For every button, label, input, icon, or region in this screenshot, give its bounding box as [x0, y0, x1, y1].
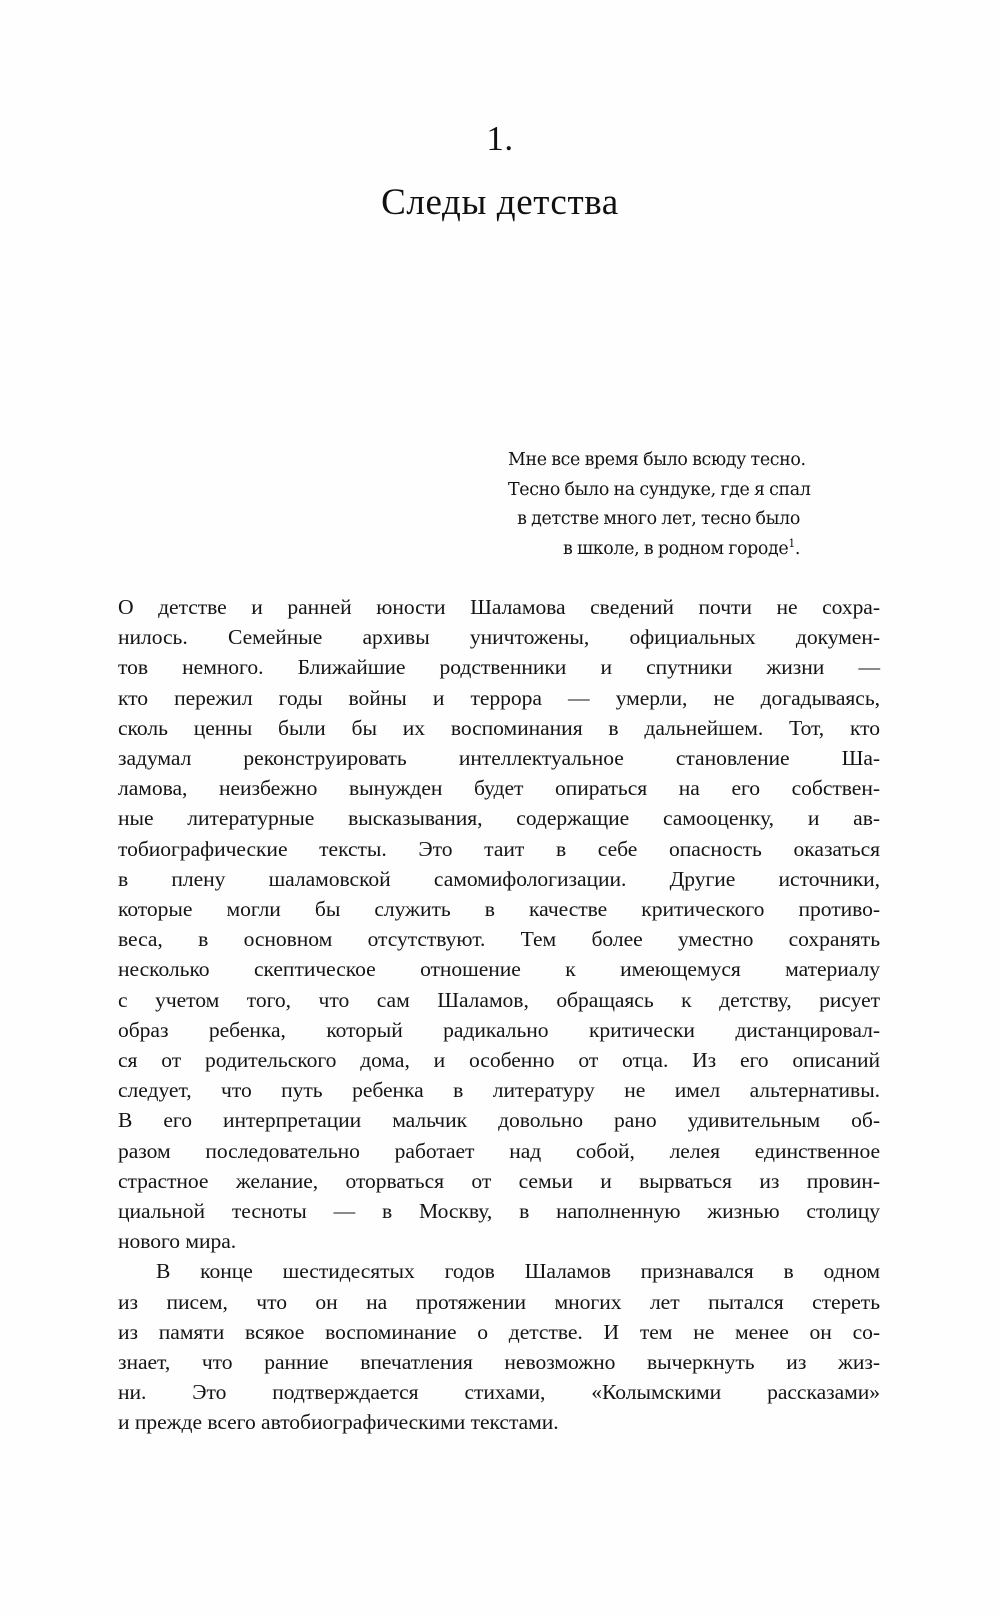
text-line: нового мира.: [118, 1229, 237, 1254]
text-line: нилось. Семейные архивы уничтожены, официальных докумен-: [118, 625, 880, 650]
text-line: сколь ценны были бы их воспоминания в дальнейшем. Тот, кто: [118, 715, 880, 740]
text-line: несколько скептическое отношение к имеющемуся материалу: [118, 957, 880, 982]
footnote-marker: 1: [788, 536, 795, 550]
text-line: ламова, неизбежно вынужден будет опираться на его собствен-: [118, 776, 880, 801]
text-line: из писем, что он на протяжении многих лет пытался стереть: [118, 1289, 880, 1314]
text-line: О детстве и ранней юности Шаламова сведений почти не сохра-: [118, 595, 880, 619]
text-line: кто пережил годы войны и террора — умерли, не догадываясь,: [118, 685, 880, 710]
text-line: ни. Это подтверждается стихами, «Колымскими рассказами»: [118, 1380, 880, 1405]
text-line: образ ребенка, который радикально критически дистанцировал-: [118, 1017, 880, 1042]
text-line: тов немного. Ближайшие родственники и спутники жизни —: [118, 655, 880, 680]
chapter-number: 1.: [486, 119, 514, 158]
paragraph: [118, 592, 880, 1256]
text-line: тобиографические тексты. Это таит в себе опасность оказаться: [118, 836, 880, 861]
epigraph-line: в детстве много лет, тесно было: [517, 509, 800, 529]
epigraph-line-text: в школе, в родном городе: [562, 538, 789, 559]
chapter-heading: [0, 118, 1000, 226]
chapter-title: Следы детства: [381, 182, 619, 223]
text-line: В конце шестидесятых годов Шаламов признавался в одном: [156, 1259, 880, 1284]
paragraph: [118, 1256, 880, 1437]
text-line: страстное желание, оторваться от семьи и вырваться из провин-: [118, 1168, 880, 1193]
text-line: и прежде всего автобиографическими текстами.: [118, 1410, 559, 1435]
text-line: следует, что путь ребенка в литературу не имел альтернативы.: [118, 1078, 880, 1103]
text-line: В его интерпретации мальчик довольно рано удивительным об-: [118, 1108, 880, 1133]
text-line: задумал реконструировать интеллектуальное становление Ша-: [118, 746, 880, 771]
text-line: циальной тесноты — в Москву, в наполненную жизнью столицу: [118, 1199, 880, 1224]
text-line: которые могли бы служить в качестве критического противо-: [118, 897, 880, 922]
text-line: ся от родительского дома, и особенно от отца. Из его описаний: [118, 1048, 880, 1073]
text-line: разом последовательно работает над собой, лелея единственное: [118, 1138, 880, 1163]
epigraph-trailing-punctuation: .: [794, 538, 800, 559]
epigraph-line: Мне все время было всюду тесно.: [508, 450, 806, 470]
body-text: [118, 592, 880, 1438]
epigraph-line: Тесно было на сундуке, где я спал: [508, 479, 811, 500]
text-line: в плену шаламовской самомифологизации. Другие источники,: [118, 866, 880, 891]
epigraph: [508, 446, 811, 564]
text-line: с учетом того, что сам Шаламов, обращаясь к детству, рисует: [118, 987, 880, 1012]
text-line: из памяти всякое воспоминание о детстве. И тем не менее он со-: [118, 1319, 880, 1344]
text-line: веса, в основном отсутствуют. Тем более уместно сохранять: [118, 927, 880, 952]
text-line: знает, что ранние впечатления невозможно вычеркнуть из жиз-: [118, 1350, 880, 1375]
epigraph-line-final: [508, 535, 800, 565]
text-line: ные литературные высказывания, содержащие самооценку, и ав-: [118, 806, 880, 831]
